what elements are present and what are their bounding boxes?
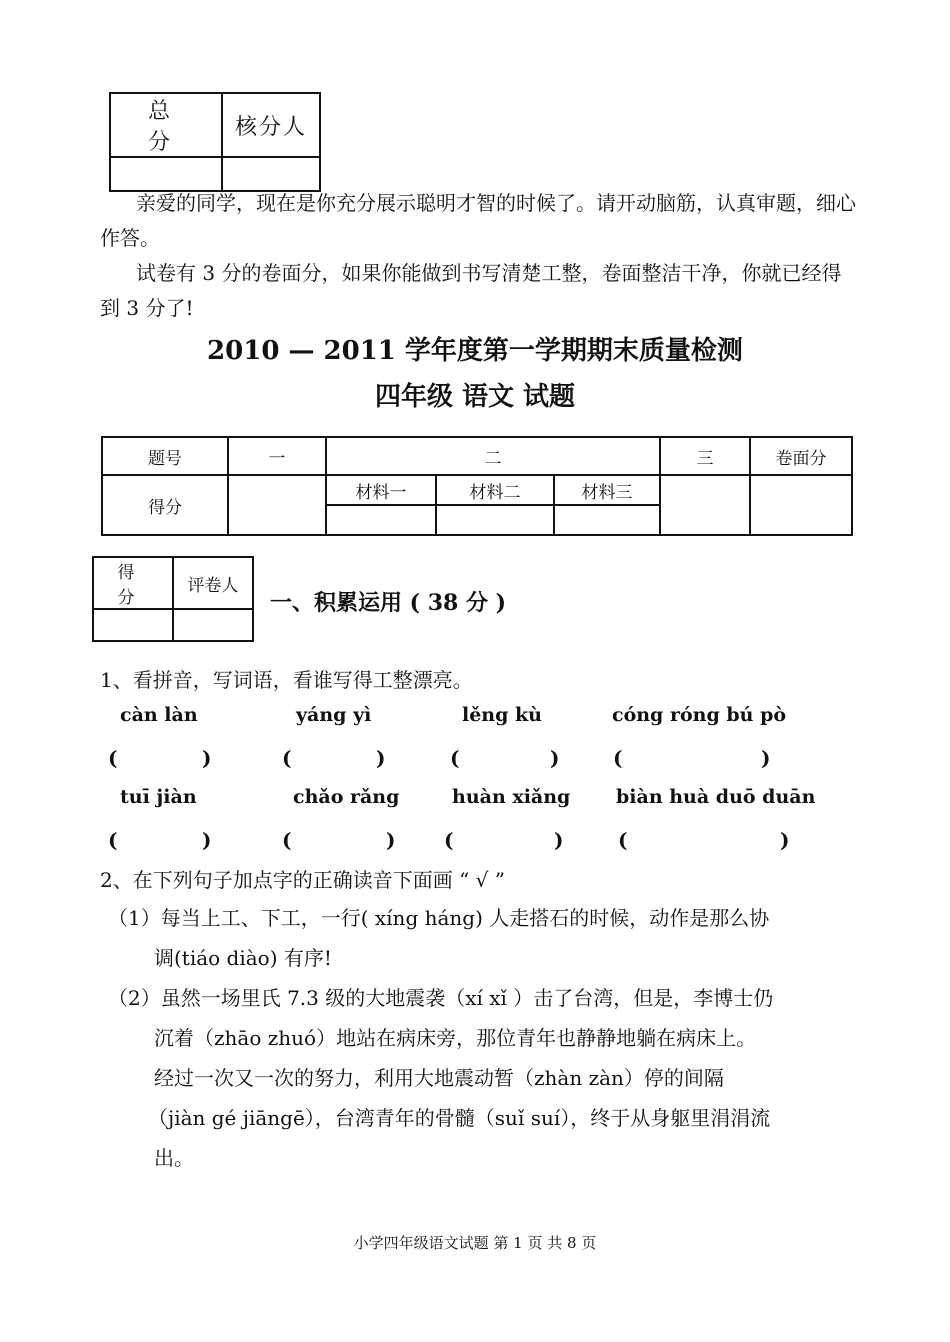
- q2-prompt: 2、在下列句子加点字的正确读音下面画 “ √ ”: [100, 868, 505, 892]
- pinyin-8: biàn huà duō duān: [616, 786, 816, 808]
- grader-score-cell[interactable]: [93, 609, 173, 641]
- total-score-box: [109, 92, 321, 192]
- checker-label: 核分人: [222, 93, 320, 157]
- close-paren: ): [386, 828, 396, 852]
- open-paren: (: [613, 746, 623, 770]
- score-cell-1[interactable]: [228, 475, 326, 535]
- material-1-label: 材料一: [326, 475, 436, 505]
- answer-blank-5[interactable]: [108, 828, 218, 852]
- open-paren: (: [282, 746, 292, 770]
- open-paren: (: [444, 828, 454, 852]
- q2-item2-line2: 沉着（zhāo zhuó）地站在病床旁，那位青年也静静地躺在病床上。: [154, 1026, 757, 1050]
- exam-title: 2010 — 2011 学年度第一学期期末质量检测: [207, 336, 743, 366]
- exam-subtitle: 四年级 语文 试题: [374, 382, 576, 412]
- grader-box: [92, 556, 254, 642]
- answer-blank-2[interactable]: [282, 746, 392, 770]
- intro-line-2: 试卷有 3 分的卷面分，如果你能做到书写清楚工整，卷面整洁干净，你就已经得到 3 分了!: [100, 261, 842, 320]
- row-label-score: 得分: [102, 475, 228, 535]
- pinyin-6: chǎo rǎng: [293, 786, 400, 808]
- q2-item2-line1: （2）虽然一场里氏 7.3 级的大地震袭（xí xǐ ）击了台湾，但是，李博士仍: [108, 986, 774, 1010]
- pinyin-4: cóng róng bú pò: [612, 704, 787, 726]
- close-paren: ): [780, 828, 790, 852]
- page-footer: 小学四年级语文试题 第 1 页 共 8 页: [353, 1234, 597, 1252]
- score-cell-material-1[interactable]: [326, 505, 436, 535]
- score-cell-material-3[interactable]: [554, 505, 660, 535]
- section-1-heading: 一、积累运用 ( 38 分 ): [270, 590, 507, 616]
- material-2-label: 材料二: [436, 475, 554, 505]
- q2-item2-line3: 经过一次又一次的努力，利用大地震动暂（zhàn zàn）停的间隔: [154, 1066, 724, 1090]
- open-paren: (: [108, 828, 118, 852]
- row-label-question-no: 题号: [102, 437, 228, 475]
- total-label: 总 分: [110, 93, 222, 157]
- col-section-1: 一: [228, 437, 326, 475]
- q1-prompt: 1、看拼音，写词语，看谁写得工整漂亮。: [100, 668, 473, 692]
- score-cell-3[interactable]: [660, 475, 750, 535]
- pinyin-3: lěng kù: [462, 704, 542, 726]
- close-paren: ): [550, 746, 560, 770]
- intro-text: [100, 186, 860, 326]
- close-paren: ): [202, 828, 212, 852]
- intro-line-1: 亲爱的同学，现在是你充分展示聪明才智的时候了。请开动脑筋，认真审题，细心作答。: [100, 191, 856, 250]
- score-cell-material-2[interactable]: [436, 505, 554, 535]
- grader-name-label: 评卷人: [173, 557, 253, 609]
- open-paren: (: [282, 828, 292, 852]
- close-paren: ): [376, 746, 386, 770]
- answer-blank-8[interactable]: [618, 828, 798, 852]
- col-section-2: 二: [326, 437, 660, 475]
- q2-item-2: [108, 978, 868, 1178]
- col-section-3: 三: [660, 437, 750, 475]
- score-table: [101, 436, 853, 536]
- close-paren: ): [554, 828, 564, 852]
- q2-item1-line1: （1）每当上工、下工，一行( xíng háng) 人走搭石的时候，动作是那么协: [108, 906, 770, 930]
- material-3-label: 材料三: [554, 475, 660, 505]
- open-paren: (: [618, 828, 628, 852]
- col-neatness: 卷面分: [750, 437, 852, 475]
- q2-item2-line4: （jiàn gé jiāngē），台湾青年的骨髓（suǐ suí），终于从身躯里涓涓流: [148, 1106, 771, 1130]
- grader-score-label: 得 分: [93, 557, 173, 609]
- open-paren: (: [108, 746, 118, 770]
- close-paren: ): [202, 746, 212, 770]
- answer-blank-4[interactable]: [613, 746, 773, 770]
- open-paren: (: [450, 746, 460, 770]
- score-cell-neatness[interactable]: [750, 475, 852, 535]
- pinyin-5: tuī jiàn: [120, 786, 197, 808]
- close-paren: ): [761, 746, 771, 770]
- q2-item-1: [108, 898, 868, 978]
- answer-blank-1[interactable]: [108, 746, 218, 770]
- grader-name-cell[interactable]: [173, 609, 253, 641]
- answer-blank-6[interactable]: [282, 828, 402, 852]
- q2-item2-line5: 出。: [154, 1146, 194, 1170]
- pinyin-1: càn làn: [120, 704, 198, 726]
- answer-blank-3[interactable]: [450, 746, 560, 770]
- pinyin-2: yáng yì: [296, 704, 372, 726]
- q2-item1-line2: 调(tiáo diào) 有序!: [154, 946, 332, 970]
- answer-blank-7[interactable]: [444, 828, 574, 852]
- pinyin-7: huàn xiǎng: [452, 786, 571, 808]
